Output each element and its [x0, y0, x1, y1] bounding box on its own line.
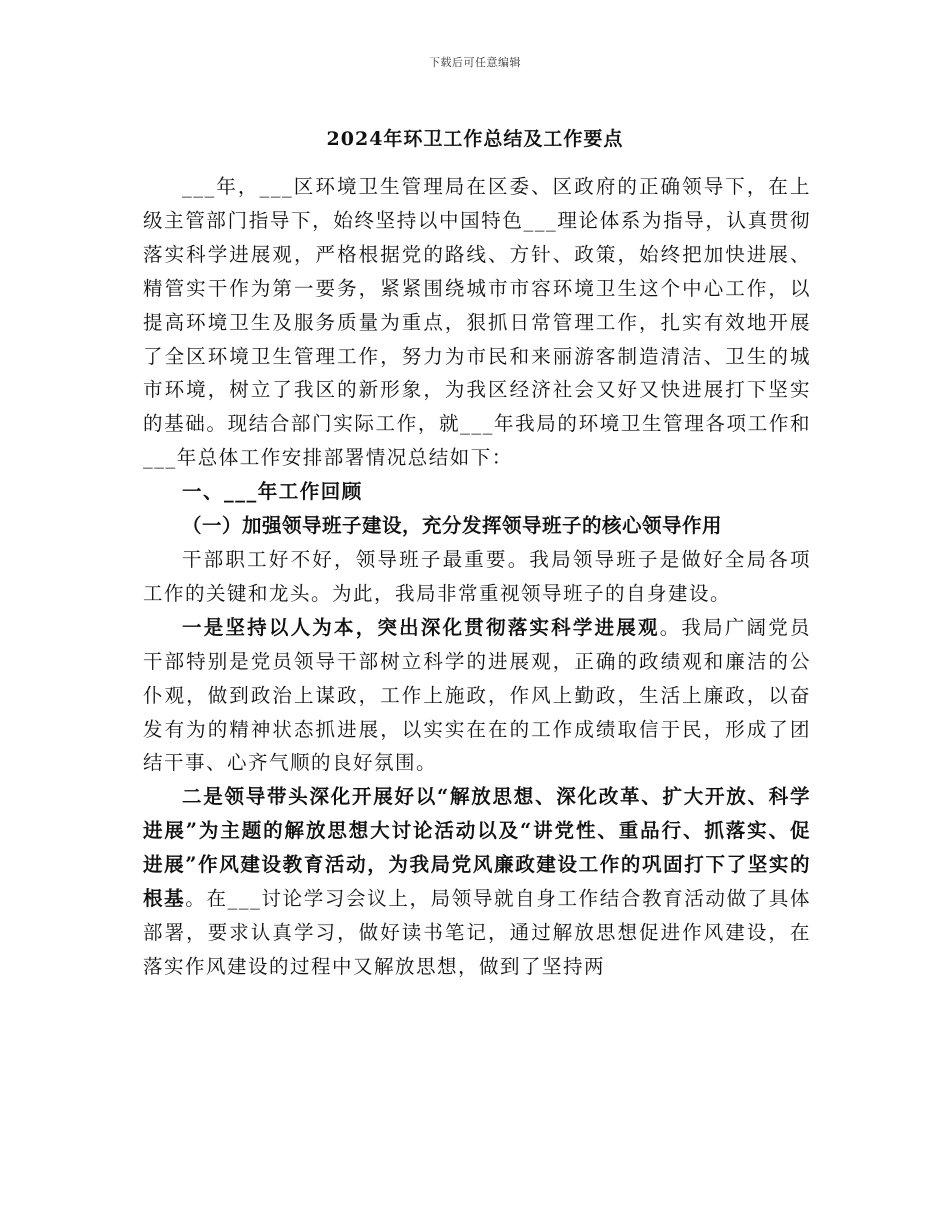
point-one-text: 。我局广阔党员干部特别是党员领导干部树立科学的进展观，正确的政绩观和廉洁的公仆观，做到政治上谋政，工作上施政，作风上勤政，生活上廉政，以奋发有为的精神状态抓进展，以实实在在的工作成绩取信于民，形成了团结干事、心齐气顺的良好氛围。	[143, 615, 811, 775]
paragraph-point-two	[143, 780, 811, 983]
paragraph-leadership: 干部职工好不好，领导班子最重要。我局领导班子是做好全局各项工作的关键和龙头。为此，我局非常重视领导班子的自身建设。	[143, 547, 811, 605]
document-title: 2024年环卫工作总结及工作要点	[326, 128, 624, 150]
point-one-lead: 一是坚持以人为本，突出深化贯彻落实科学进展观	[182, 615, 660, 639]
document-body	[143, 170, 811, 984]
point-two-lead: 二是领导带头深化开展好以“解放思想、深化改革、扩大开放、科学进展”为主题的解放思想大讨论活动以及“讲党性、重品行、抓落实、促进展”作风建设教育活动，为我局党风廉政建设工作的巩固打下了坚实的根基	[143, 785, 811, 911]
section-heading: 一、___年工作回顾	[182, 480, 363, 504]
intro-paragraph: ___年，___区环境卫生管理局在区委、区政府的正确领导下，在上级主管部门指导下，始终坚持以中国特色___理论体系为指导，认真贯彻落实科学进展观，严格根据党的路线、方针、政策，始终把加快进展、精管实干作为第一要务，紧紧围绕城市市容环境卫生这个中心工作，以提高环境卫生及服务质量为重点，狠抓日常管理工作，扎实有效地开展了全区环境卫生管理工作，努力为市民和来丽游客制造清洁、卫生的城市环境，树立了我区的新形象，为我区经济社会又好又快进展打下坚实的基础。现结合部门实际工作，就___年我局的环境卫生管理各项工作和___年总体工作安排部署情况总结如下：	[143, 175, 811, 470]
header-note: 下载后可任意编辑	[429, 56, 521, 69]
point-two-text: 。在___讨论学习会议上，局领导就自身工作结合教育活动做了具体部署，要求认真学习，做好读书笔记，通过解放思想促进作风建设，在落实作风建设的过程中又解放思想，做到了坚持两	[143, 887, 811, 978]
paragraph-point-one	[143, 611, 811, 781]
subsection-heading: （一）加强领导班子建设，充分发挥领导班子的核心领导作用	[182, 514, 723, 538]
